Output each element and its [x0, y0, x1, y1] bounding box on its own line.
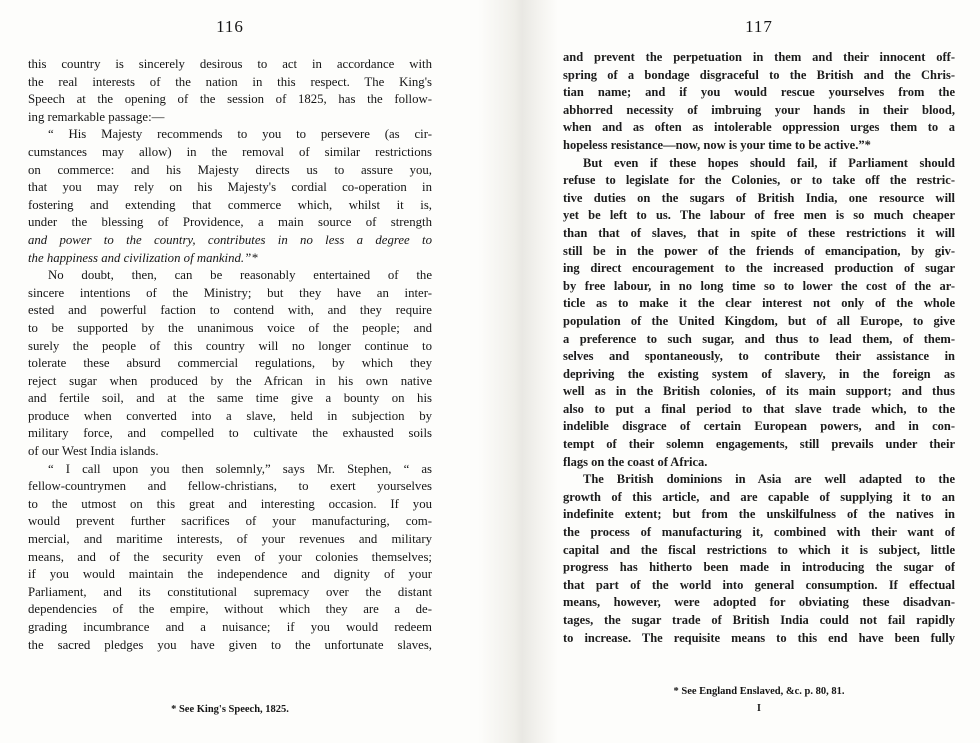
text-line: The British dominions in Asia are well adapted to the: [583, 472, 955, 487]
text-line: Speech at the opening of the session of 1825, has the follow-: [28, 92, 432, 107]
text-line: progress has hitherto been made in introducing the sugar of: [563, 560, 955, 575]
text-line: that part of the world into general consumption. If effectual: [563, 577, 955, 592]
text-line: cumstances may allow) in the removal of similar restrictions: [28, 144, 432, 159]
text-line: depriving the existing system of slavery, in the foreign as: [563, 366, 955, 381]
text-line: ticle as to make it the clear interest not only of the whole: [563, 296, 955, 311]
text-line: tian name; and if you would rescue yourselves from the: [563, 85, 955, 100]
text-line: of our West India islands.: [28, 444, 159, 459]
text-line: tolerate these absurd commercial regulations, by which they: [28, 356, 432, 371]
text-line: the real interests of the nation in this respect. The King's: [28, 74, 432, 89]
text-line: flags on the coast of Africa.: [563, 454, 708, 469]
text-line: refuse to legislate for the Colonies, or to take off the restric-: [563, 173, 955, 188]
text-line: and power to the country, contributes in no less a degree to: [28, 232, 432, 247]
right-page: [563, 0, 955, 743]
text-line: by free labour, in no long time so to lower the cost of the ar-: [563, 278, 955, 293]
book-gutter: [478, 0, 558, 743]
text-line: and prevent the perpetuation in them and their innocent off-: [563, 50, 955, 64]
text-line: grading incumbrance and a nuisance; if you would redeem: [28, 620, 432, 634]
page-body: [563, 49, 955, 647]
footnote: * See England Enslaved, &c. p. 80, 81.: [673, 686, 845, 697]
text-line: fellow-countrymen and fellow-christians, to exert yourselves: [28, 479, 432, 494]
text-line: sincere intentions of the Ministry; but they have an inter-: [28, 285, 432, 300]
text-line: No doubt, then, can be reasonably entertained of the: [48, 268, 432, 283]
text-line: abhorred necessity of imbruing your hands in their blood,: [563, 102, 955, 117]
text-line: “ I call upon you then solemnly,” says Mr. Stephen, “ as: [48, 461, 432, 476]
text-line: well as in the British colonies, of its main support; and thus: [563, 384, 955, 399]
page-number: 116: [216, 17, 244, 36]
text-line: also to put a final period to that slave trade which, to the: [563, 401, 955, 416]
text-line: ested and powerful faction to contend with, and they require: [28, 303, 432, 318]
text-line: means, however, were adopted for obviating these disadvan-: [563, 595, 955, 610]
text-line: mercial, and maritime interests, of your revenues and military: [28, 532, 432, 547]
text-line: But even if these hopes should fail, if Parliament should: [583, 155, 955, 170]
text-line: to the utmost on this great and interesting occasion. If you: [28, 496, 432, 511]
page-body: [28, 56, 432, 654]
text-line: and fertile soil, and at the same time give a bounty on his: [28, 391, 432, 406]
text-line: growth of this article, and are capable of supplying it to an: [563, 489, 955, 504]
text-line: dependencies of the empire, without which they are a de-: [28, 602, 432, 617]
text-line: tive duties on the sugars of British India, one resource will: [563, 190, 955, 205]
footnote: * See King's Speech, 1825.: [171, 704, 289, 715]
text-line: means, and of the security even of your colonies themselves;: [28, 549, 432, 564]
text-line: the process of manufacturing it, combined with their want of: [563, 525, 955, 540]
text-line: the happiness and civilization of mankind.”*: [28, 250, 258, 265]
text-line: indelible disgrace of certain European powers, and in con-: [563, 419, 955, 434]
text-line: to be supported by the unanimous voice of the people; and: [28, 320, 432, 335]
text-line: tempt of their solemn engagements, still prevails under their: [563, 437, 955, 452]
signature-mark: I: [757, 703, 761, 714]
text-line: if you would maintain the independence and dignity of your: [28, 567, 432, 582]
text-line: capital and the fiscal restrictions to which it is subject, little: [563, 542, 955, 557]
text-line: on commerce: and his Majesty directs us to assure you,: [28, 162, 432, 177]
text-line: hopeless resistance—now, now is your time to be active.”*: [563, 137, 871, 152]
text-line: would prevent further sacrifices of your manufacturing, com-: [28, 514, 432, 529]
text-line: still be in the power of the friends of emancipation, by giv-: [563, 243, 955, 258]
left-page: [28, 0, 432, 743]
text-line: “ His Majesty recommends to you to persevere (as cir-: [48, 127, 432, 142]
text-line: Parliament, and its constitutional supremacy over the distant: [28, 584, 432, 599]
text-line: than that of slaves, that in spite of these restrictions it will: [563, 225, 955, 240]
text-line: surely the people of this country will no longer continue to: [28, 338, 432, 353]
text-line: fostering and extending that commerce which, whilst it is,: [28, 197, 432, 212]
text-line: to increase. The requisite means to this end have been fully: [563, 630, 955, 645]
text-line: selves and spontaneously, to contribute their assistance in: [563, 349, 955, 364]
text-line: a preference to such sugar, and thus to lead them, of them-: [563, 331, 955, 346]
text-line: when and as often as intolerable oppression urges them to a: [563, 120, 955, 135]
text-line: indefinite extent; but from the unskilfulness of the natives in: [563, 507, 955, 522]
text-line: produce when converted into a slave, held in subjection by: [28, 408, 432, 423]
text-line: spring of a bondage disgraceful to the British and the Chris-: [563, 67, 955, 82]
text-line: ing direct encouragement to the increased production of sugar: [563, 261, 955, 276]
text-line: reject sugar when produced by the African in his own native: [28, 373, 432, 388]
text-line: ing remarkable passage:—: [28, 109, 165, 124]
text-line: under the blessing of Providence, a main source of strength: [28, 215, 432, 230]
text-line: that you may rely on his Majesty's cordial co-operation in: [28, 180, 432, 195]
text-line: this country is sincerely desirous to act in accordance with: [28, 57, 432, 71]
text-line: military force, and compelled to cultivate the exhausted soils: [28, 426, 432, 441]
text-line: tages, the sugar trade of British India could not fail rapidly: [563, 613, 955, 627]
text-line: population of the United Kingdom, but of all Europe, to give: [563, 313, 955, 328]
text-line: the sacred pledges you have given to the unfortunate slaves,: [28, 637, 432, 652]
text-line: yet be left to us. The labour of free men is so much cheaper: [563, 208, 955, 223]
page-number: 117: [745, 17, 773, 36]
